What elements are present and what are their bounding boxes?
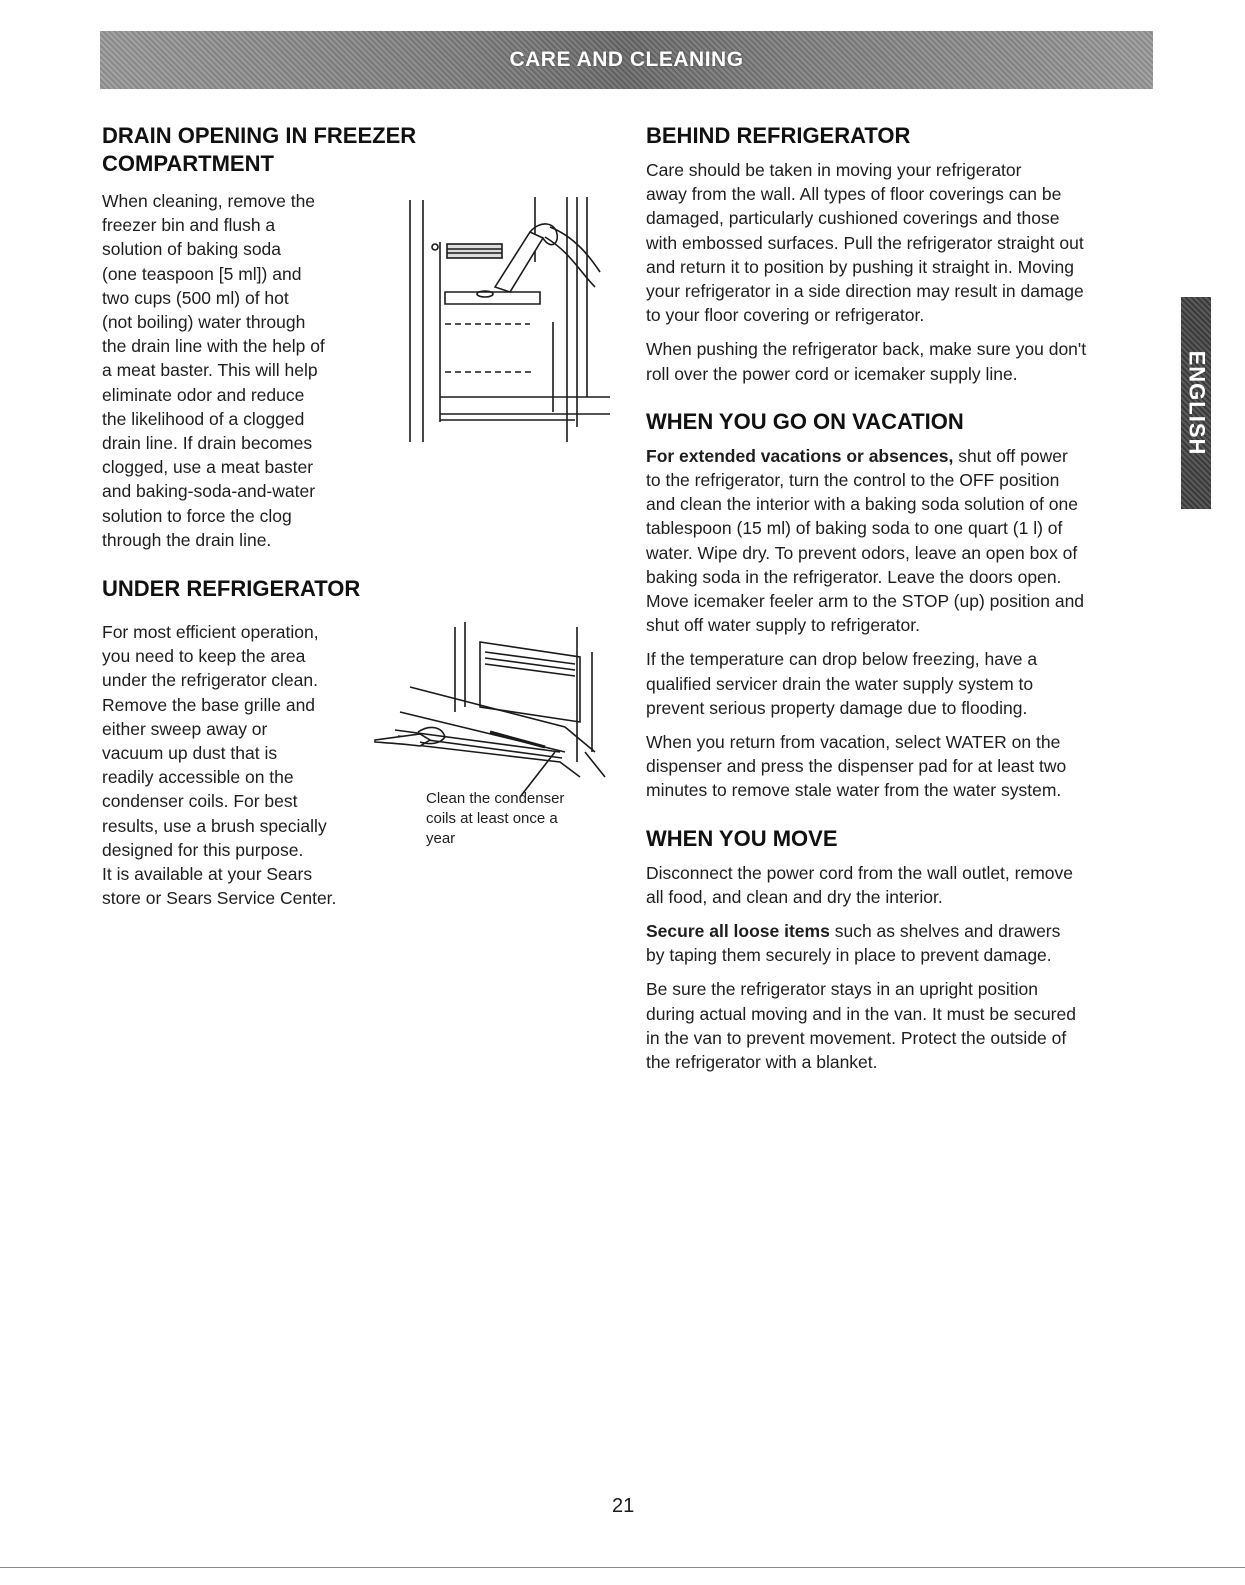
- text-line: Be sure the refrigerator stays in an upright position: [646, 979, 1039, 1000]
- text-line: tablespoon (15 ml) of baking soda to one quart (1 l) of: [646, 518, 1063, 539]
- text-line: Remove the base grille and: [102, 694, 316, 715]
- text-line: eliminate odor and reduce: [102, 384, 305, 405]
- text-line: with embossed surfaces. Pull the refrigerator straight out: [646, 232, 1084, 253]
- drain-body: [102, 189, 402, 552]
- text-line: solution to force the clog: [102, 505, 292, 526]
- text-line: designed for this purpose.: [102, 839, 304, 860]
- text-line: [646, 919, 1166, 943]
- text-line: away from the wall. All types of floor coverings can be: [646, 184, 1062, 205]
- under-body: [102, 620, 402, 910]
- text-line: When pushing the refrigerator back, make sure you don't: [646, 339, 1087, 360]
- vacation-paragraph-1: [646, 444, 1166, 638]
- bold-lead: For extended vacations or absences,: [646, 445, 954, 466]
- text-line: When cleaning, remove the: [102, 191, 316, 211]
- text-line: (not boiling) water through: [102, 312, 306, 333]
- condenser-illustration: [370, 612, 610, 802]
- text-line: [646, 444, 1166, 468]
- text-line: dispenser and press the dispenser pad for at least two: [646, 756, 1067, 777]
- behind-paragraph-2: [646, 337, 1166, 385]
- behind-paragraph-1: [646, 158, 1166, 327]
- text-line: Disconnect the power cord from the wall outlet, remove: [646, 862, 1073, 883]
- text-line: during actual moving and in the van. It must be secured: [646, 1003, 1076, 1024]
- text-line: in the van to prevent movement. Protect the outside of: [646, 1027, 1067, 1048]
- page-number: 21: [612, 1495, 635, 1517]
- drain-heading-line1: DRAIN OPENING IN FREEZER: [102, 123, 417, 148]
- under-heading: UNDER REFRIGERATOR: [102, 576, 361, 601]
- text-line: and clean the interior with a baking soda solution of one: [646, 494, 1078, 515]
- text-line: your refrigerator in a side direction may result in damage: [646, 281, 1084, 302]
- text-line: shut off water supply to refrigerator.: [646, 615, 920, 636]
- lead-rest: shut off power: [953, 445, 1068, 466]
- behind-heading: BEHIND REFRIGERATOR: [646, 123, 911, 148]
- text-line: and return it to position by pushing it straight in. Moving: [646, 256, 1075, 277]
- text-line: water. Wipe dry. To prevent odors, leave an open box of: [646, 542, 1078, 563]
- text-line: solution of baking soda: [102, 239, 282, 260]
- text-line: two cups (500 ml) of hot: [102, 287, 289, 308]
- text-line: Move icemaker feeler arm to the STOP (up) position and: [646, 591, 1085, 612]
- vacation-heading: WHEN YOU GO ON VACATION: [646, 408, 964, 434]
- text-line: readily accessible on the: [102, 767, 294, 788]
- drain-illustration: [405, 192, 610, 447]
- bottom-rule: [0, 1567, 1245, 1568]
- text-line: roll over the power cord or icemaker supply line.: [646, 363, 1018, 384]
- text-line: to your floor covering or refrigerator.: [646, 305, 925, 326]
- text-line: baking soda in the refrigerator. Leave the doors open.: [646, 566, 1062, 587]
- text-line: through the drain line.: [102, 529, 272, 550]
- section-banner: [100, 31, 1153, 89]
- text-line: the drain line with the help of: [102, 336, 325, 357]
- text-line: vacuum up dust that is: [102, 743, 278, 764]
- text-line: clogged, use a meat baster: [102, 457, 314, 478]
- move-heading: WHEN YOU MOVE: [646, 825, 838, 851]
- text-line: condenser coils. For best: [102, 791, 298, 812]
- text-line: either sweep away or: [102, 718, 268, 739]
- drain-section: [102, 122, 462, 178]
- caption-line: year: [426, 830, 456, 847]
- text-line: damaged, particularly cushioned coverings and those: [646, 208, 1060, 229]
- language-tab: [1181, 297, 1211, 509]
- text-line: prevent serious property damage due to flooding.: [646, 697, 1028, 718]
- text-line: store or Sears Service Center.: [102, 888, 337, 909]
- text-line: Care should be taken in moving your refrigerator: [646, 160, 1022, 180]
- text-line: If the temperature can drop below freezing, have a: [646, 649, 1038, 670]
- text-line: the refrigerator with a blanket.: [646, 1052, 878, 1073]
- text-line: qualified servicer drain the water supply system to: [646, 673, 1034, 694]
- text-line: by taping them securely in place to prevent damage.: [646, 945, 1052, 966]
- text-line: to the refrigerator, turn the control to the OFF position: [646, 470, 1060, 491]
- caption-line: Clean the condenser: [426, 790, 565, 807]
- caption-line: coils at least once a: [426, 810, 558, 827]
- text-line: drain line. If drain becomes: [102, 433, 313, 454]
- text-line: It is available at your Sears: [102, 864, 313, 885]
- condenser-caption: [426, 789, 606, 849]
- text-line: all food, and clean and dry the interior.: [646, 886, 943, 907]
- text-line: the likelihood of a clogged: [102, 408, 305, 429]
- move-paragraph-2: [646, 919, 1166, 967]
- right-column: [646, 122, 1166, 1084]
- move-paragraph-3: [646, 977, 1166, 1074]
- lead-rest: such as shelves and drawers: [829, 921, 1061, 942]
- text-line: under the refrigerator clean.: [102, 670, 318, 691]
- text-line: a meat baster. This will help: [102, 360, 318, 381]
- drain-heading-line2: COMPARTMENT: [102, 151, 274, 176]
- text-line: When you return from vacation, select WATER on the: [646, 732, 1061, 753]
- section-title: CARE AND CLEANING: [509, 48, 744, 71]
- text-line: minutes to remove stale water from the water system.: [646, 780, 1062, 801]
- text-line: (one teaspoon [5 ml]) and: [102, 263, 302, 284]
- vacation-paragraph-3: [646, 730, 1166, 803]
- vacation-paragraph-2: [646, 647, 1166, 720]
- text-line: and baking-soda-and-water: [102, 481, 316, 502]
- text-line: results, use a brush specially: [102, 815, 327, 836]
- text-line: freezer bin and flush a: [102, 215, 276, 236]
- language-tab-label: ENGLISH: [1184, 350, 1210, 456]
- bold-lead: Secure all loose items: [646, 921, 830, 942]
- move-paragraph-1: [646, 861, 1166, 909]
- text-line: you need to keep the area: [102, 646, 306, 667]
- text-line: For most efficient operation,: [102, 622, 319, 642]
